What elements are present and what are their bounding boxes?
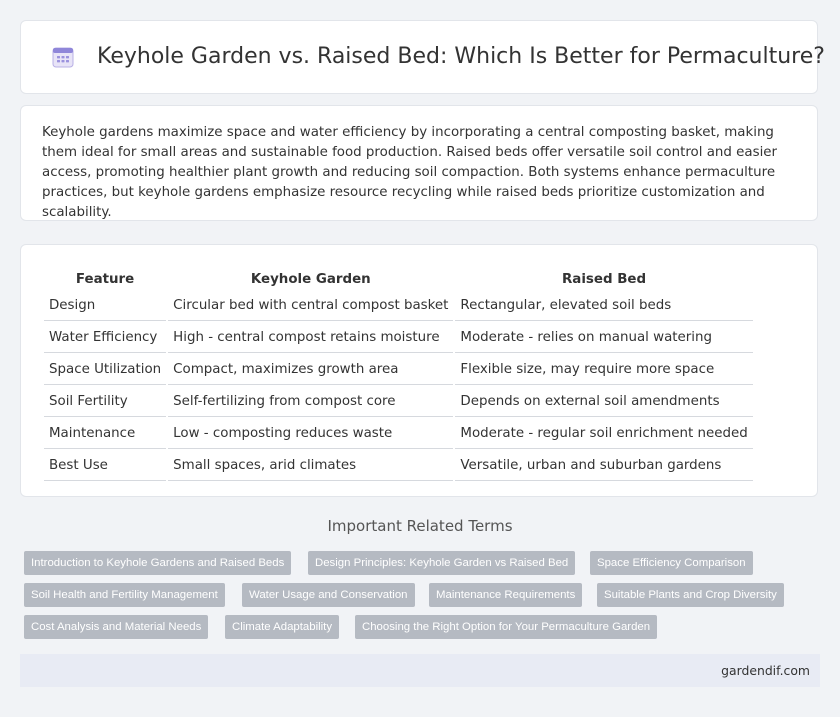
table-cell: Self-fertilizing from compost core	[168, 387, 453, 417]
table-row	[44, 451, 753, 481]
table-cell: High - central compost retains moisture	[168, 323, 453, 353]
related-term-tag[interactable]: Space Efficiency Comparison	[590, 551, 753, 575]
related-term-tag[interactable]: Climate Adaptability	[225, 615, 339, 639]
table-cell: Moderate - relies on manual watering	[455, 323, 752, 353]
related-term-tag[interactable]: Water Usage and Conservation	[242, 583, 415, 607]
related-term-tag[interactable]: Maintenance Requirements	[429, 583, 582, 607]
table-cell: Versatile, urban and suburban gardens	[455, 451, 752, 481]
table-cell: Rectangular, elevated soil beds	[455, 291, 752, 321]
column-header: Keyhole Garden	[250, 272, 371, 287]
related-term-tag[interactable]: Introduction to Keyhole Gardens and Raised Beds	[24, 551, 291, 575]
table-header-row	[44, 266, 753, 289]
table-cell: Depends on external soil amendments	[455, 387, 752, 417]
calendar-icon	[51, 45, 75, 73]
table-row	[44, 387, 753, 417]
related-term-tag[interactable]: Soil Health and Fertility Management	[24, 583, 225, 607]
table-cell: Flexible size, may require more space	[455, 355, 752, 385]
table-cell: Best Use	[44, 451, 166, 481]
table-cell: Moderate - regular soil enrichment needed	[455, 419, 752, 449]
table-cell: Small spaces, arid climates	[168, 451, 453, 481]
comparison-table	[42, 264, 755, 483]
table-cell: Maintenance	[44, 419, 166, 449]
comparison-table-card	[20, 244, 818, 497]
table-row	[44, 291, 753, 321]
table-row	[44, 323, 753, 353]
table-cell: Design	[44, 291, 166, 321]
intro-text: Keyhole gardens maximize space and water efficiency by incorporating a central composting basket, making them ideal for small areas and sustainable food production. Raised beds offer versatile soil control and easier access, promoting healthier plant growth and reducing soil compaction. Both systems enhance permaculture practices, but keyhole gardens emphasize resource recycling while raised beds prioritize customization and scalability.	[42, 125, 778, 220]
header-card	[20, 20, 825, 94]
table-cell: Soil Fertility	[44, 387, 166, 417]
table-cell: Space Utilization	[44, 355, 166, 385]
related-term-tag[interactable]: Suitable Plants and Crop Diversity	[597, 583, 784, 607]
table-row	[44, 419, 753, 449]
related-term-tag[interactable]: Choosing the Right Option for Your Permaculture Garden	[355, 615, 657, 639]
related-terms-title: Important Related Terms	[327, 517, 513, 535]
page-title: Keyhole Garden vs. Raised Bed: Which Is Better for Permaculture?	[97, 44, 825, 69]
intro-card	[20, 105, 818, 221]
footer	[20, 654, 820, 687]
column-header: Feature	[75, 272, 135, 287]
site-name[interactable]: gardendif.com	[721, 663, 810, 678]
column-header: Raised Bed	[561, 272, 647, 287]
table-cell: Compact, maximizes growth area	[168, 355, 453, 385]
related-term-tag[interactable]: Cost Analysis and Material Needs	[24, 615, 208, 639]
table-cell: Water Efficiency	[44, 323, 166, 353]
table-cell: Low - composting reduces waste	[168, 419, 453, 449]
table-cell: Circular bed with central compost basket	[168, 291, 453, 321]
related-term-tag[interactable]: Design Principles: Keyhole Garden vs Raised Bed	[308, 551, 575, 575]
table-row	[44, 355, 753, 385]
